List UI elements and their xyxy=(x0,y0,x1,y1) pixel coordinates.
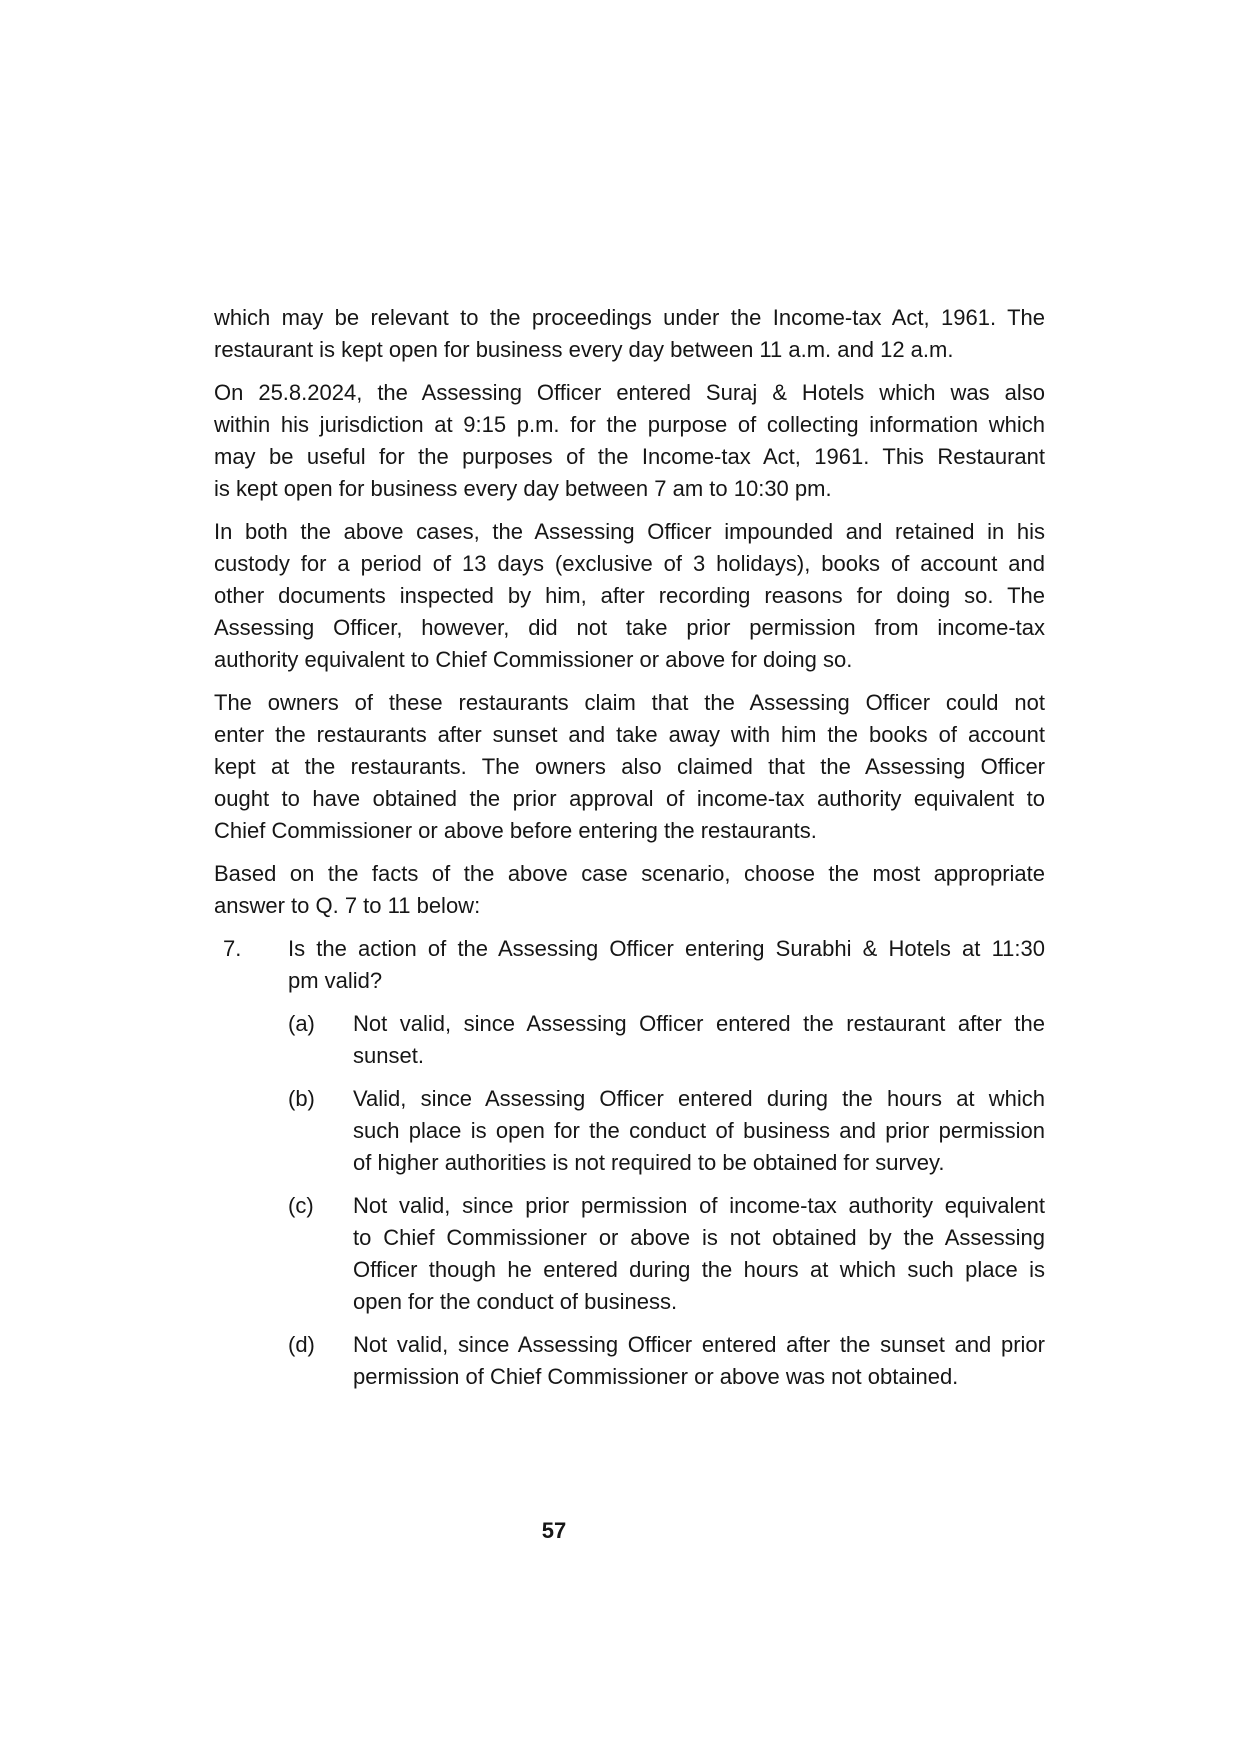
text-line: On 25.8.2024, the Assessing Officer entered Suraj & Hotels which was also xyxy=(214,380,1045,405)
text-line: of higher authorities is not required to be obtained for survey. xyxy=(353,1150,945,1175)
text-line: sunset. xyxy=(353,1043,424,1068)
text-line: The owners of these restaurants claim that the Assessing Officer could not xyxy=(214,690,1045,715)
text-line: Not valid, since prior permission of income-tax authority equivalent xyxy=(353,1193,1045,1218)
text-line: In both the above cases, the Assessing Officer impounded and retained in his xyxy=(214,519,1045,544)
page-number: 57 xyxy=(541,1518,567,1543)
option-item xyxy=(214,1008,1045,1072)
text-line: Valid, since Assessing Officer entered during the hours at which xyxy=(353,1086,1045,1111)
text-line: Assessing Officer, however, did not take prior permission from income-tax xyxy=(214,615,1045,640)
text-line: custody for a period of 13 days (exclusive of 3 holidays), books of account and xyxy=(214,551,1045,576)
text-line: restaurant is kept open for business every day between 11 a.m. and 12 a.m. xyxy=(214,337,954,362)
question-number: 7. xyxy=(223,936,242,961)
text-line: Officer though he entered during the hours at which such place is xyxy=(353,1257,1045,1282)
option-letter: (b) xyxy=(288,1086,315,1111)
document-content xyxy=(214,302,1045,1404)
text-line: other documents inspected by him, after recording reasons for doing so. The xyxy=(214,583,1045,608)
text-line: permission of Chief Commissioner or above was not obtained. xyxy=(353,1364,959,1389)
text-line: Is the action of the Assessing Officer entering Surabhi & Hotels at 11:30 xyxy=(288,936,1045,961)
text-line: authority equivalent to Chief Commissioner or above for doing so. xyxy=(214,647,853,672)
text-line: Chief Commissioner or above before entering the restaurants. xyxy=(214,818,817,843)
option-item xyxy=(214,1083,1045,1179)
text-line: Not valid, since Assessing Officer entered the restaurant after the xyxy=(353,1011,1045,1036)
text-line: enter the restaurants after sunset and take away with him the books of account xyxy=(214,722,1045,747)
option-letter: (d) xyxy=(288,1332,315,1357)
text-line: open for the conduct of business. xyxy=(353,1289,678,1314)
text-line: Not valid, since Assessing Officer entered after the sunset and prior xyxy=(353,1332,1045,1357)
option-item xyxy=(214,1190,1045,1318)
body-paragraph xyxy=(214,377,1045,505)
text-line: answer to Q. 7 to 11 below: xyxy=(214,893,481,918)
body-paragraph xyxy=(214,302,1045,366)
text-line: pm valid? xyxy=(288,968,383,993)
question-item xyxy=(214,933,1045,997)
option-letter: (c) xyxy=(288,1193,314,1218)
option-letter: (a) xyxy=(288,1011,315,1036)
text-line: may be useful for the purposes of the Income-tax Act, 1961. This Restaurant xyxy=(214,444,1045,469)
text-line: Based on the facts of the above case scenario, choose the most appropriate xyxy=(214,861,1045,886)
body-paragraph xyxy=(214,687,1045,847)
text-line: is kept open for business every day between 7 am to 10:30 pm. xyxy=(214,476,832,501)
body-paragraph xyxy=(214,858,1045,922)
option-item xyxy=(214,1329,1045,1393)
text-line: to Chief Commissioner or above is not obtained by the Assessing xyxy=(353,1225,1045,1250)
text-line: which may be relevant to the proceedings under the Income-tax Act, 1961. The xyxy=(214,305,1045,330)
text-line: kept at the restaurants. The owners also claimed that the Assessing Officer xyxy=(214,754,1045,779)
text-line: such place is open for the conduct of business and prior permission xyxy=(353,1118,1045,1143)
text-line: ought to have obtained the prior approval of income-tax authority equivalent to xyxy=(214,786,1045,811)
text-line: within his jurisdiction at 9:15 p.m. for the purpose of collecting information which xyxy=(214,412,1045,437)
body-paragraph xyxy=(214,516,1045,676)
